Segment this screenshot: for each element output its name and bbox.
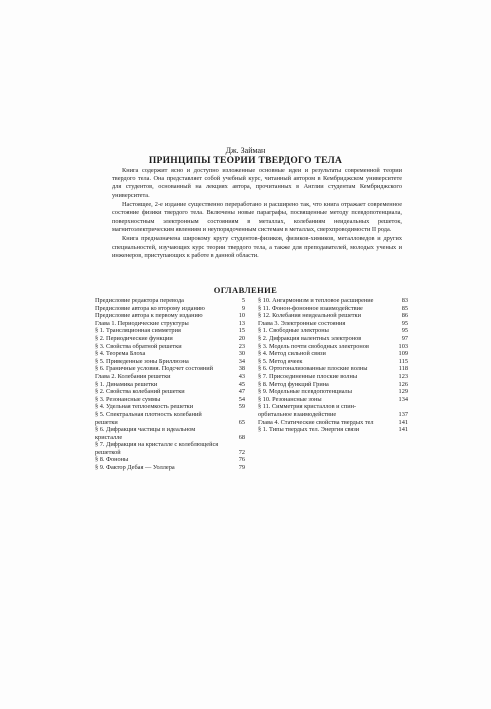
book-author: Дж. Займан xyxy=(225,146,266,155)
toc-entry-page: 47 xyxy=(238,388,245,396)
toc-entry-page: 38 xyxy=(238,365,245,373)
toc-entry-page: 45 xyxy=(238,380,245,388)
annotation-paragraph: Книга предназначена широкому кругу студентов-физиков, физиков-химиков, металловедов и других специальностей, изучающих курс теории твердого тела, а также для преподавателей, молодых ученых и инженеров, приступающих к работе в данной области. xyxy=(112,235,402,259)
toc-entry xyxy=(95,358,245,366)
toc-entry-page: 10 xyxy=(238,312,245,320)
toc-entry-title: § 2. Свойства колебаний решетки xyxy=(95,388,185,396)
toc-entry xyxy=(258,358,408,366)
toc-left-column xyxy=(95,297,245,472)
toc-entry-title: § 9. Модельные псевдопотенциалы xyxy=(258,388,352,396)
toc-entry-page: 79 xyxy=(238,464,245,472)
toc-entry-page: 72 xyxy=(238,448,245,456)
toc-entry-page: 5 xyxy=(241,297,245,304)
toc-entry-page: 23 xyxy=(238,342,245,350)
toc-entry-title: Предисловие редактора перевода xyxy=(95,297,184,304)
toc-entry-title: § 6. Ортогонализованные плоские волны xyxy=(258,365,368,373)
toc-entry-page: 126 xyxy=(398,380,408,388)
toc-entry xyxy=(95,426,245,441)
toc-entry-title: § 3. Свойства обратной решетки xyxy=(95,342,182,350)
toc-entry-title: Глава 3. Электронные состояния xyxy=(258,319,346,327)
toc-entry-page: 9 xyxy=(241,304,245,312)
toc-entry-title: § 11. Симметрия кристаллов и спин-орбитальное взаимодействие xyxy=(258,403,357,418)
toc-entry-title: § 1. Свободные электроны xyxy=(258,327,329,335)
toc-entry-title: § 1. Трансляционная симметрия xyxy=(95,327,181,335)
toc-entry-page: 59 xyxy=(238,403,245,411)
toc-entry-title: § 4. Метод сильной связи xyxy=(258,350,326,358)
annotation-paragraph: Настоящее, 2-е издание существенно переработано и расширено так, что книга отражает современное состояние физики твердого тела. Включены новые параграфы, посвященные методу псевдопотенциала, поверхностным электронным состояниям в металлах, колебаниям неидеальных решеток, магнитоэлектрическим явлениям и неупорядоченным системам в металлах, сверхпроводимости II рода. xyxy=(112,201,402,233)
toc-entry-title: § 10. Резонансные зоны xyxy=(258,395,322,403)
toc-entry-title: § 7. Дифракция на кристалле с колеблющейся решеткой xyxy=(95,441,219,456)
toc-right-column xyxy=(258,297,408,434)
toc-entry xyxy=(95,381,245,389)
toc-entry-title: § 6. Дифракция частицы в идеальном кристалле xyxy=(95,426,196,441)
toc-entry xyxy=(95,312,245,320)
toc-entry-page: 123 xyxy=(398,372,408,380)
toc-entry xyxy=(258,373,408,381)
toc-entry xyxy=(95,343,245,351)
toc-entry xyxy=(258,312,408,320)
toc-entry-page: 137 xyxy=(398,410,408,418)
toc-entry xyxy=(95,396,245,404)
toc-entry xyxy=(95,305,245,313)
toc-entry xyxy=(95,335,245,343)
toc-entry xyxy=(95,456,245,464)
toc-entry-title: § 5. Спектральная плотность колебаний решетки xyxy=(95,410,202,426)
toc-entry-page: 13 xyxy=(238,319,245,327)
toc-entry-page: 129 xyxy=(398,388,408,396)
toc-entry-page: 43 xyxy=(238,372,245,380)
book-annotation xyxy=(112,167,402,261)
toc-entry-title: § 5. Метод ячеек xyxy=(258,357,303,365)
toc-entry xyxy=(258,297,408,305)
toc-entry-page: 54 xyxy=(238,395,245,403)
toc-entry xyxy=(258,403,408,418)
toc-entry-title: Предисловие автора к первому изданию xyxy=(95,312,203,320)
toc-entry-page: 97 xyxy=(401,334,408,342)
toc-entry-title: § 11. Фонон-фононное взаимодействие xyxy=(258,304,363,312)
toc-entry-page: 115 xyxy=(398,357,408,365)
toc-entry-page: 109 xyxy=(398,350,408,358)
toc-entry-title: Глава 1. Периодические структуры xyxy=(95,319,189,327)
toc-entry-page: 103 xyxy=(398,342,408,350)
toc-entry-title: § 3. Модель почти свободных электронов xyxy=(258,342,369,350)
toc-entry-title: § 10. Ангармонизм и тепловое расширение xyxy=(258,297,374,304)
toc-entry-title: § 5. Приведенные зоны Бриллюэна xyxy=(95,357,189,365)
toc-entry-title: § 6. Граничные условия. Подсчет состояний xyxy=(95,365,213,373)
book-title: ПРИНЦИПЫ ТЕОРИИ ТВЕРДОГО ТЕЛА xyxy=(148,156,343,166)
toc-entry xyxy=(95,411,245,426)
toc-entry xyxy=(95,320,245,328)
toc-entry-title: § 1. Типы твердых тел. Энергия связи xyxy=(258,426,360,434)
toc-entry-title: § 9. Фактор Дебая — Уоллера xyxy=(95,464,175,472)
toc-entry-page: 30 xyxy=(238,350,245,358)
toc-entry-page: 134 xyxy=(398,395,408,403)
toc-entry-title: § 3. Резонансные суммы xyxy=(95,395,161,403)
toc-entry xyxy=(258,343,408,351)
toc-entry-title: § 8. Метод функций Грина xyxy=(258,380,329,388)
toc-entry-page: 141 xyxy=(398,418,408,426)
toc-entry xyxy=(95,297,245,305)
toc-entry-page: 34 xyxy=(238,357,245,365)
toc-entry-page: 95 xyxy=(401,327,408,335)
toc-entry-title: Глава 4. Статические свойства твердых тел xyxy=(258,418,374,426)
toc-entry xyxy=(258,419,408,427)
toc-entry xyxy=(95,441,245,456)
toc-entry xyxy=(258,426,408,434)
toc-entry-page: 15 xyxy=(238,327,245,335)
toc-entry xyxy=(95,464,245,472)
toc-entry-title: § 7. Присоединенные плоские волны xyxy=(258,372,358,380)
toc-entry xyxy=(258,327,408,335)
toc-entry-page: 141 xyxy=(398,426,408,434)
toc-entry xyxy=(258,335,408,343)
toc-entry-page: 118 xyxy=(398,365,408,373)
toc-entry xyxy=(258,320,408,328)
toc-entry xyxy=(95,373,245,381)
toc-entry xyxy=(95,403,245,411)
toc-entry xyxy=(258,388,408,396)
toc-entry-title: Предисловие автора ко второму изданию xyxy=(95,304,205,312)
toc-entry-title: Глава 2. Колебания решетки xyxy=(95,372,171,380)
toc-entry xyxy=(95,327,245,335)
toc-entry-title: § 2. Дифракция валентных электронов xyxy=(258,334,362,342)
toc-entry-title: § 12. Колебания неидеальной решетки xyxy=(258,312,361,320)
toc-entry-title: § 4. Удельная теплоемкость решетки xyxy=(95,403,194,411)
toc-entry xyxy=(95,350,245,358)
toc-entry-title: § 4. Теорема Блоха xyxy=(95,350,146,358)
toc-entry xyxy=(258,381,408,389)
toc-entry-page: 68 xyxy=(238,433,245,441)
toc-entry xyxy=(258,350,408,358)
toc-entry xyxy=(258,365,408,373)
toc-entry-page: 65 xyxy=(238,418,245,426)
contents-heading: ОГЛАВЛЕНИЕ xyxy=(213,285,278,295)
annotation-paragraph: Книга содержит ясно и доступно изложенные основные идеи и результаты современной теории твердого тела. Она представляет собой учебный курс, читанный автором в Кембриджском университете для студентов, основанный на лекциях автора, прочитанных в Англии студентам Кембриджского университета. xyxy=(112,167,402,199)
toc-entry-title: § 8. Фононы xyxy=(95,456,129,464)
toc-entry xyxy=(95,365,245,373)
toc-entry-title: § 1. Динамика решетки xyxy=(95,380,158,388)
toc-entry-page: 83 xyxy=(401,297,408,304)
toc-entry-page: 86 xyxy=(401,312,408,320)
toc-entry-title: § 2. Периодические функции xyxy=(95,334,173,342)
toc-entry xyxy=(258,396,408,404)
toc-entry-page: 76 xyxy=(238,456,245,464)
toc-entry xyxy=(95,388,245,396)
toc-entry xyxy=(258,305,408,313)
toc-entry-page: 20 xyxy=(238,334,245,342)
toc-entry-page: 95 xyxy=(401,319,408,327)
toc-entry-page: 85 xyxy=(401,304,408,312)
